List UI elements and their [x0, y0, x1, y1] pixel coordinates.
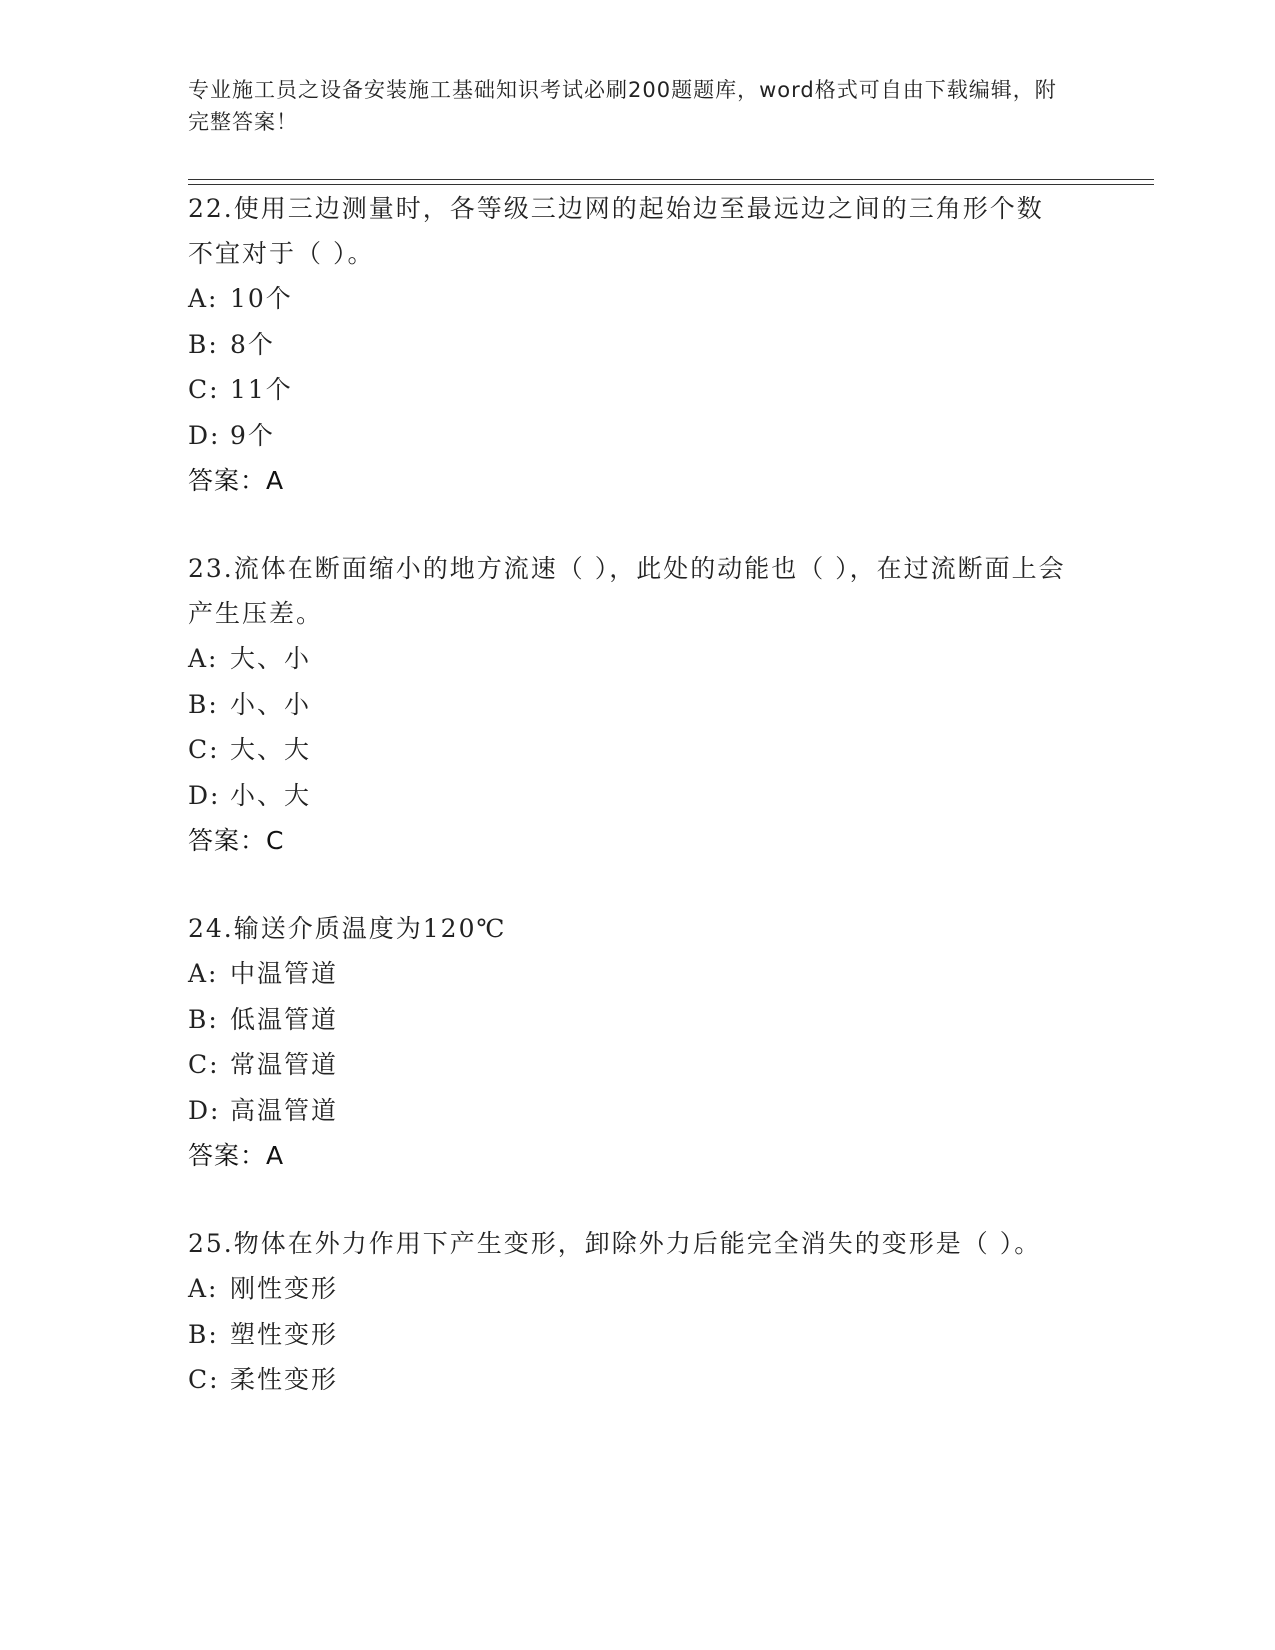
option-text: 8个: [230, 329, 275, 359]
option-key: C:: [188, 735, 220, 764]
option-text: 刚性变形: [230, 1274, 339, 1303]
option-key: B:: [188, 329, 219, 359]
option-a: [188, 1266, 1088, 1312]
option-text: 低温管道: [230, 1004, 339, 1034]
option-b: [188, 997, 1088, 1043]
question-24: [188, 906, 1088, 1178]
option-key: A:: [188, 284, 219, 313]
header-divider-top: [188, 179, 1154, 180]
option-key: B:: [188, 1319, 219, 1349]
question-stem: 25.物体在外力作用下产生变形，卸除外力后能完全消失的变形是（ ）。: [188, 1229, 1042, 1258]
option-b: [188, 682, 1088, 728]
option-text: 10个: [230, 284, 293, 313]
option-key: B:: [188, 1004, 219, 1034]
answer-line: 答案：A: [188, 466, 285, 495]
question-25: [188, 1221, 1088, 1403]
option-d: [188, 413, 1088, 459]
option-key: D:: [188, 1095, 221, 1125]
option-text: 9个: [230, 420, 275, 450]
option-text: 塑性变形: [230, 1319, 339, 1349]
question-stem: 22.使用三边测量时，各等级三边网的起始边至最远边之间的三角形个数不宜对于（ ）。: [188, 194, 1044, 268]
option-key: C:: [188, 1365, 220, 1394]
question-stem: 23.流体在断面缩小的地方流速（ ），此处的动能也（ ），在过流断面上会产生压差。: [188, 554, 1066, 628]
option-c: [188, 367, 1088, 413]
option-key: A:: [188, 644, 219, 673]
question-stem: 24.输送介质温度为120℃: [188, 914, 507, 943]
option-text: 小、大: [230, 780, 312, 810]
option-c: [188, 727, 1088, 773]
option-key: B:: [188, 689, 219, 719]
option-a: [188, 951, 1088, 997]
document-header: 专业施工员之设备安装施工基础知识考试必刷200题题库，word格式可自由下载编辑，附完整答案！: [188, 78, 1057, 134]
option-a: [188, 636, 1088, 682]
question-23: [188, 546, 1088, 863]
option-a: [188, 276, 1088, 322]
option-d: [188, 773, 1088, 819]
option-d: [188, 1088, 1088, 1134]
option-text: 大、大: [230, 735, 312, 764]
option-c: [188, 1357, 1088, 1403]
option-key: A:: [188, 959, 219, 988]
option-text: 柔性变形: [230, 1365, 339, 1394]
answer-line: 答案：C: [188, 826, 285, 855]
option-text: 11个: [230, 375, 293, 404]
option-key: A:: [188, 1274, 219, 1303]
question-22: [188, 186, 1088, 503]
option-text: 大、小: [230, 644, 312, 673]
header-divider-bottom: [188, 184, 1154, 185]
option-text: 中温管道: [230, 959, 339, 988]
option-key: C:: [188, 375, 220, 404]
answer-line: 答案：A: [188, 1141, 285, 1170]
option-b: [188, 322, 1088, 368]
option-text: 小、小: [230, 689, 312, 719]
option-key: D:: [188, 420, 221, 450]
option-key: D:: [188, 780, 221, 810]
option-text: 高温管道: [230, 1095, 339, 1125]
option-key: C:: [188, 1050, 220, 1079]
option-text: 常温管道: [230, 1050, 339, 1079]
option-c: [188, 1042, 1088, 1088]
option-b: [188, 1312, 1088, 1358]
